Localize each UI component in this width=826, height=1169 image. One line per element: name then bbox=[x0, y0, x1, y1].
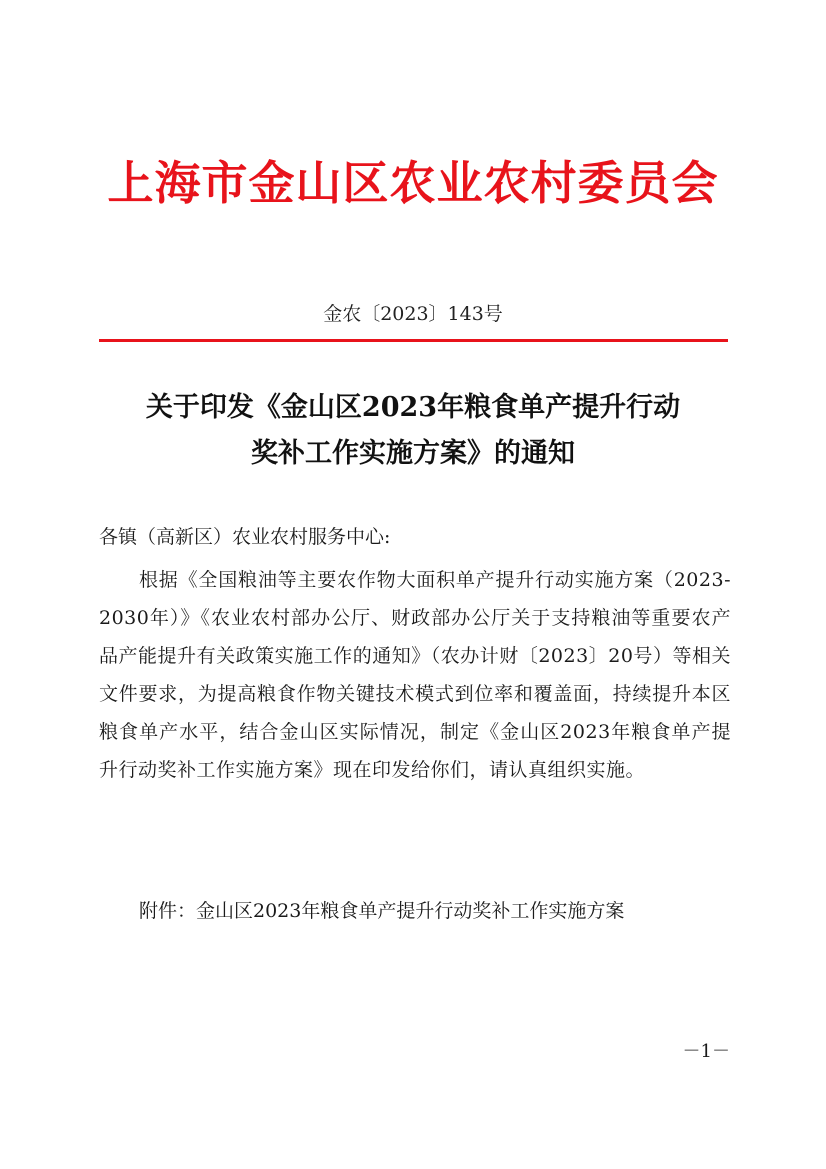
salutation: 各镇（高新区）农业农村服务中心: bbox=[99, 526, 391, 548]
body-paragraph: 根据《全国粮油等主要农作物大面积单产提升行动实施方案（2023-2030年）》《农业农村部办公厅、财政部办公厅关于支持粮油等重要农产品产能提升有关政策实施工作的通知》（农办计财〔2023〕20号）等相关文件要求，为提高粮食作物关键技术模式到位率和覆盖面，持续提升本区粮食单产水平，结合金山区实际情况，制定《金山区2023年粮食单产提升行动奖补工作实施方案》现在印发给你们，请认真组织实施。 bbox=[99, 569, 731, 781]
red-divider-line bbox=[99, 339, 728, 342]
issuing-organization-header: 上海市金山区农业农村委员会 bbox=[107, 156, 719, 210]
page-number: －1－ bbox=[682, 1041, 730, 1062]
document-title bbox=[80, 385, 746, 477]
attachment-note: 附件：金山区2023年粮食单产提升行动奖补工作实施方案 bbox=[139, 900, 625, 922]
document-title-line-2: 奖补工作实施方案》的通知 bbox=[251, 438, 575, 469]
document-title-line-1: 关于印发《金山区2023年粮食单产提升行动 bbox=[145, 392, 681, 423]
document-number: 金农〔2023〕143号 bbox=[323, 303, 503, 325]
